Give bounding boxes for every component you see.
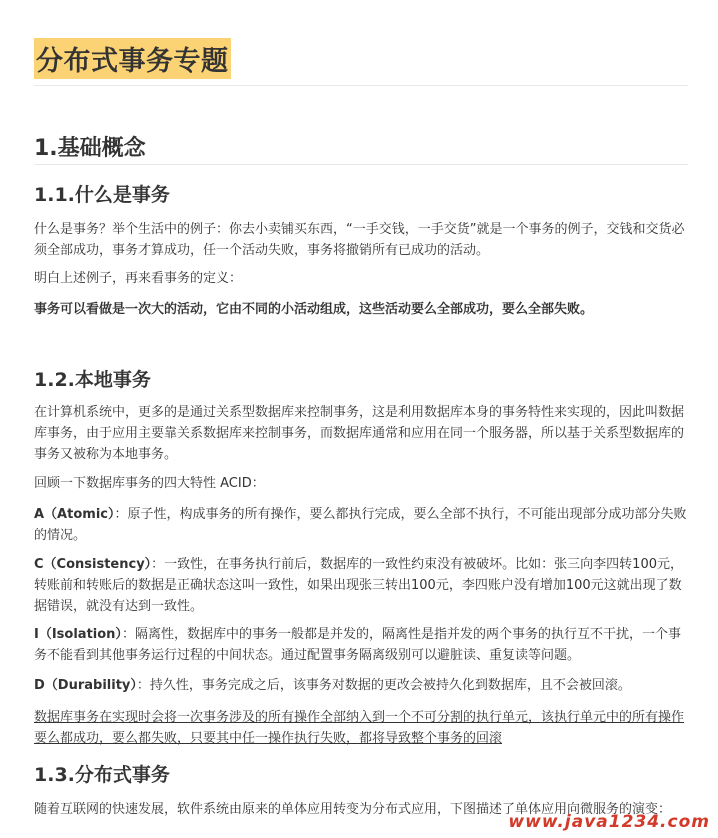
acid-desc: ：原子性，构成事务的所有操作，要么都执行完成，要么全部不执行，不可能出现部分成功部分失败的情况。 bbox=[34, 507, 687, 543]
acid-term: C（Consistency） bbox=[34, 557, 152, 572]
heading-what-is-transaction: 1.1.什么是事务 bbox=[34, 184, 170, 206]
heading-basic-concepts: 1.基础概念 bbox=[34, 136, 146, 161]
divider bbox=[34, 85, 688, 86]
acid-term: A（Atomic） bbox=[34, 507, 115, 522]
acid-desc: ：一致性，在事务执行前后，数据库的一致性约束没有被破坏。比如：张三向李四转100元，转账前和转账后的数据是正确状态这叫一致性，如果出现张三转出100元，李四账户没有增加100元这就出现了数据错误，就没有达到一致性。 bbox=[34, 557, 683, 614]
watermark: www.java1234.com bbox=[508, 812, 710, 832]
paragraph-definition: 事务可以看做是一次大的活动，它由不同的小活动组成，这些活动要么全部成功，要么全部失败。 bbox=[34, 302, 594, 317]
paragraph-note: 数据库事务在实现时会将一次事务涉及的所有操作全部纳入到一个不可分割的执行单元，该执行单元中的所有操作要么都成功，要么都失败，只要其中任一操作执行失败，都将导致整个事务的回滚 bbox=[34, 710, 685, 746]
heading-distributed-transaction: 1.3.分布式事务 bbox=[34, 764, 170, 786]
acid-term: I（Isolation） bbox=[34, 627, 122, 642]
acid-desc: ：持久性，事务完成之后，该事务对数据的更改会被持久化到数据库，且不会被回滚。 bbox=[136, 678, 631, 693]
acid-isolation bbox=[34, 624, 688, 666]
acid-consistency bbox=[34, 554, 688, 617]
divider bbox=[34, 164, 688, 165]
acid-atomic bbox=[34, 504, 688, 546]
doc-title: 分布式事务专题 bbox=[34, 38, 231, 79]
paragraph: 明白上述例子，再来看事务的定义： bbox=[34, 271, 243, 286]
paragraph: 什么是事务？举个生活中的例子：你去小卖铺买东西，“一手交钱，一手交货”就是一个事务的例子，交钱和交货必须全部成功，事务才算成功，任一个活动失败，事务将撤销所有已成功的活动。 bbox=[34, 222, 685, 258]
paragraph: 回顾一下数据库事务的四大特性 ACID： bbox=[34, 476, 265, 491]
paragraph: 随着互联网的快速发展，软件系统由原来的单体应用转变为分布式应用，下图描述了单体应用向微服务的演变： bbox=[34, 802, 672, 817]
acid-durability bbox=[34, 675, 688, 696]
heading-local-transaction: 1.2.本地事务 bbox=[34, 369, 151, 391]
paragraph: 在计算机系统中，更多的是通过关系型数据库来控制事务，这是利用数据库本身的事务特性来实现的，因此叫数据库事务，由于应用主要靠关系数据库来控制事务，而数据库通常和应用在同一个服务器，所以基于关系型数据库的事务又被称为本地事务。 bbox=[34, 405, 685, 462]
acid-desc: ：隔离性，数据库中的事务一般都是并发的，隔离性是指并发的两个事务的执行互不干扰，一个事务不能看到其他事务运行过程的中间状态。通过配置事务隔离级别可以避脏读、重复读等问题。 bbox=[34, 627, 681, 663]
acid-term: D（Durability） bbox=[34, 678, 137, 693]
